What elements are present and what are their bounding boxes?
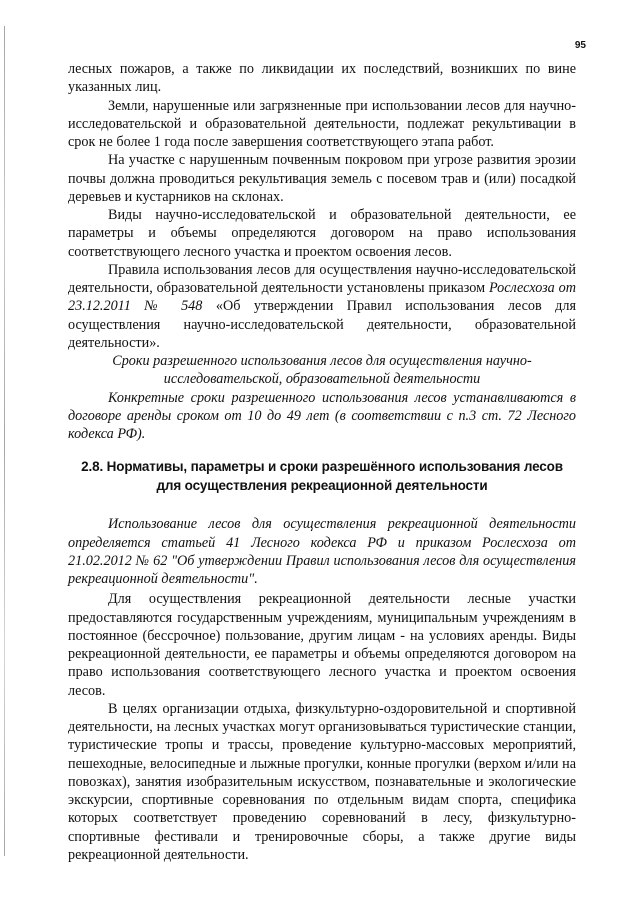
- order-reference: Рослесхоза от 23.12.2011 № 548: [68, 280, 577, 315]
- paragraph-5-text-end: «Об утверждении Правил использования лесов для осуществления научно-исследовательской деятельности, образовательной деятельности».: [68, 298, 576, 351]
- section-paragraph-3: В целях организации отдыха, физкультурно-оздоровительной и спортивной деятельности, на лесных участках могут организовываться туристические станции, туристические тропы и трассы, проведение культурно-массовых мероприятий, пешеходные, велосипедные и лыжные прогулки, конные прогулки (верхом и/или на повозках), занятия изобразительным искусством, познавательные и экологические экскурсии, спортивные соревнования по отдельным видам спорта, специфика которых соответствует проведению соревнований в лесу, физкультурно-спортивные фестивали и тренировочные сборы, а также другие виды рекреационной деятельности.: [68, 700, 576, 863]
- paragraph-4: [68, 206, 576, 261]
- page-number: 95: [574, 40, 586, 51]
- paragraph-4-text: Виды научно-исследовательской и образовательной деятельности, ее параметры и объемы определяются договором на право использования соответствующего лесного участка и проектом освоения лесов.: [68, 207, 576, 260]
- subsection-title: Сроки разрешенного использования лесов для осуществления научно-исследовательской, образовательной деятельности: [112, 353, 532, 388]
- paragraph-3-text: На участке с нарушенным почвенным покровом при угрозе развития эрозии почвы должна проводиться рекультивация земель с посевом трав и (или) посадкой деревьев и кустарников на склонах.: [68, 152, 576, 205]
- paragraph-3: [68, 151, 576, 206]
- section-heading: 2.8. Нормативы, параметры и сроки разрешённого использования лесов для осуществления рекреационной деятельности: [81, 459, 563, 494]
- paragraph-1-text: лесных пожаров, а также по ликвидации их последствий, возникших по вине указанных лиц.: [68, 61, 576, 96]
- paragraph-2: [68, 97, 576, 152]
- paragraph-5: [68, 261, 576, 352]
- subsection-body: Конкретные сроки разрешенного использования лесов устанавливаются в договоре аренды сроком от 10 до 49 лет (в соответствии с п.3 ст. 72 Лесного кодекса РФ).: [68, 389, 576, 442]
- section-paragraph-2: Для осуществления рекреационной деятельности лесные участки предоставляются государственным учреждениям, муниципальным учреждениям в постоянное (бессрочное) пользование, другим лицам - на условиях аренды. Виды рекреационной деятельности, ее параметры и объемы определяются договором на право использования соответствующего лесного участка и проектом освоения лесов.: [68, 591, 576, 699]
- page-content: [68, 60, 576, 864]
- paragraph-5-text-start: Правила использования лесов для осуществления научно-исследовательской деятельности, образовательной деятельности установлены приказом: [68, 261, 576, 296]
- paragraph-2-text: Земли, нарушенные или загрязненные при использовании лесов для научно-исследовательской и образовательной деятельности, подлежат рекультивации в срок не более 1 года после завершения соответствующего этапа работ.: [68, 97, 576, 150]
- paragraph-1: [68, 60, 576, 97]
- section-paragraph-1: Использование лесов для осуществления рекреационной деятельности определяется статьей 41 Лесного кодекса РФ и приказом Рослесхоза от 21.02.2012 № 62 "Об утверждении Правил использования лесов для осуществления рекреационной деятельности".: [68, 516, 576, 587]
- scan-edge-mark: [4, 26, 5, 856]
